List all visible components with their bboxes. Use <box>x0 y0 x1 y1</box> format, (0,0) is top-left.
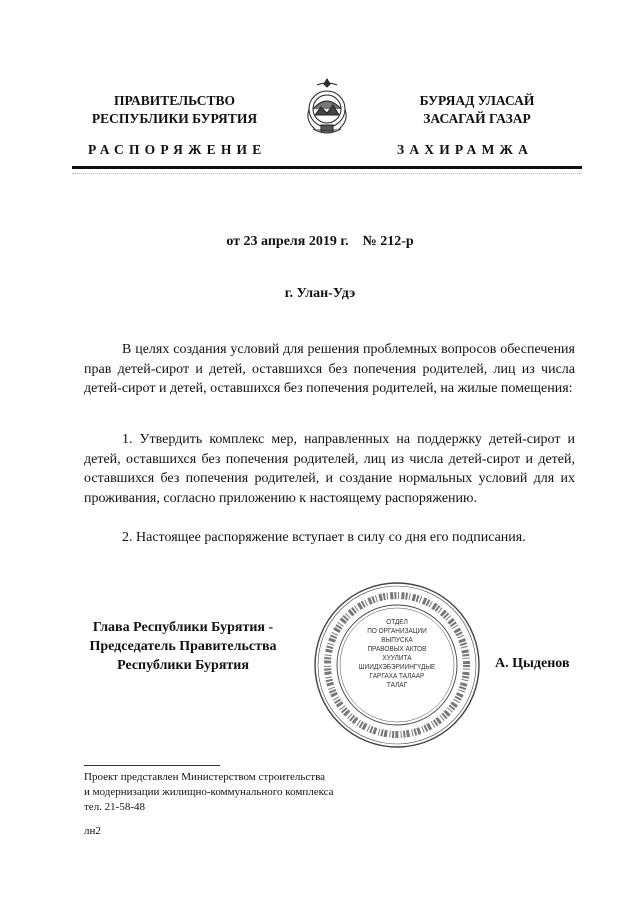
footer-note <box>84 770 404 815</box>
body-paragraph: 2. Настоящее распоряжение вступает в силу со дня его подписания. <box>122 530 526 545</box>
coat-of-arms-icon <box>295 75 359 139</box>
header-right-line: ЗАСАГАЙ ГАЗАР <box>423 111 531 126</box>
seal-text-line: ОТДЕЛ <box>386 619 408 626</box>
signatory-name: А. Цыденов <box>495 656 570 671</box>
seal-text-line: ШИИДХЭБЭРИИНГҮДЫЕ <box>358 664 436 671</box>
signatory-title-line: Глава Республики Бурятия - <box>92 620 274 635</box>
header-divider <box>72 166 582 169</box>
seal-text-line: ГАРГАХА ТАЛААР <box>369 673 425 680</box>
footer-line: тел. 21-58-48 <box>84 801 146 813</box>
seal-text-line: ХУУЛИТА <box>382 655 412 662</box>
document-code: лн2 <box>84 825 101 837</box>
doc-type-buryat: ЗАХИРАМЖА <box>397 142 534 157</box>
footer-line: Проект представлен Министерством строительства <box>84 771 326 783</box>
header-left-line: ПРАВИТЕЛЬСТВО <box>113 93 235 108</box>
header-dotted-divider <box>72 173 582 174</box>
seal-text-line: ПО ОРГАНИЗАЦИИ <box>367 628 427 635</box>
seal-inner-text <box>356 618 439 690</box>
body-paragraph: В целях создания условий для решения проблемных вопросов обеспечения прав детей-сирот и детей, оставшихся без попечения родителей, лиц из числа детей-сирот и детей, оставшихся без попечения родителей, на жилые помещения: <box>84 342 575 396</box>
header-right-line: БУРЯАД УЛАСАЙ <box>419 93 535 108</box>
seal-text-line: ВЫПУСКА <box>381 637 413 644</box>
signatory-title-line: Республики Бурятия <box>117 658 249 673</box>
footer-divider <box>84 765 220 766</box>
document-city: г. Улан-Удэ <box>284 286 356 301</box>
seal-text-line: ТАЛАГ <box>386 682 408 689</box>
doc-type-russian: РАСПОРЯЖЕНИЕ <box>88 142 267 157</box>
document-date: от 23 апреля 2019 г. <box>226 234 349 249</box>
signatory-title <box>84 618 282 675</box>
header-left-line: РЕСПУБЛИКИ БУРЯТИЯ <box>91 111 258 126</box>
document-number: № 212-р <box>362 234 414 249</box>
footer-line: и модернизации жилищно-коммунального комплекса <box>84 786 334 798</box>
body-paragraph: 1. Утвердить комплекс мер, направленных на поддержку детей-сирот и детей, оставшихся без попечения родителей, лиц из числа детей-сирот и детей, оставшихся без попечения родителей, и создание нормальных условий для их проживания, согласно приложению к настоящему распоряжению. <box>84 432 575 506</box>
seal-text-line: ПРАВОВЫХ АКТОВ <box>367 646 427 653</box>
government-name-buryat <box>372 92 582 128</box>
signatory-title-line: Председатель Правительства <box>89 639 277 654</box>
date-number-line <box>0 234 640 250</box>
government-name-russian <box>72 92 277 128</box>
